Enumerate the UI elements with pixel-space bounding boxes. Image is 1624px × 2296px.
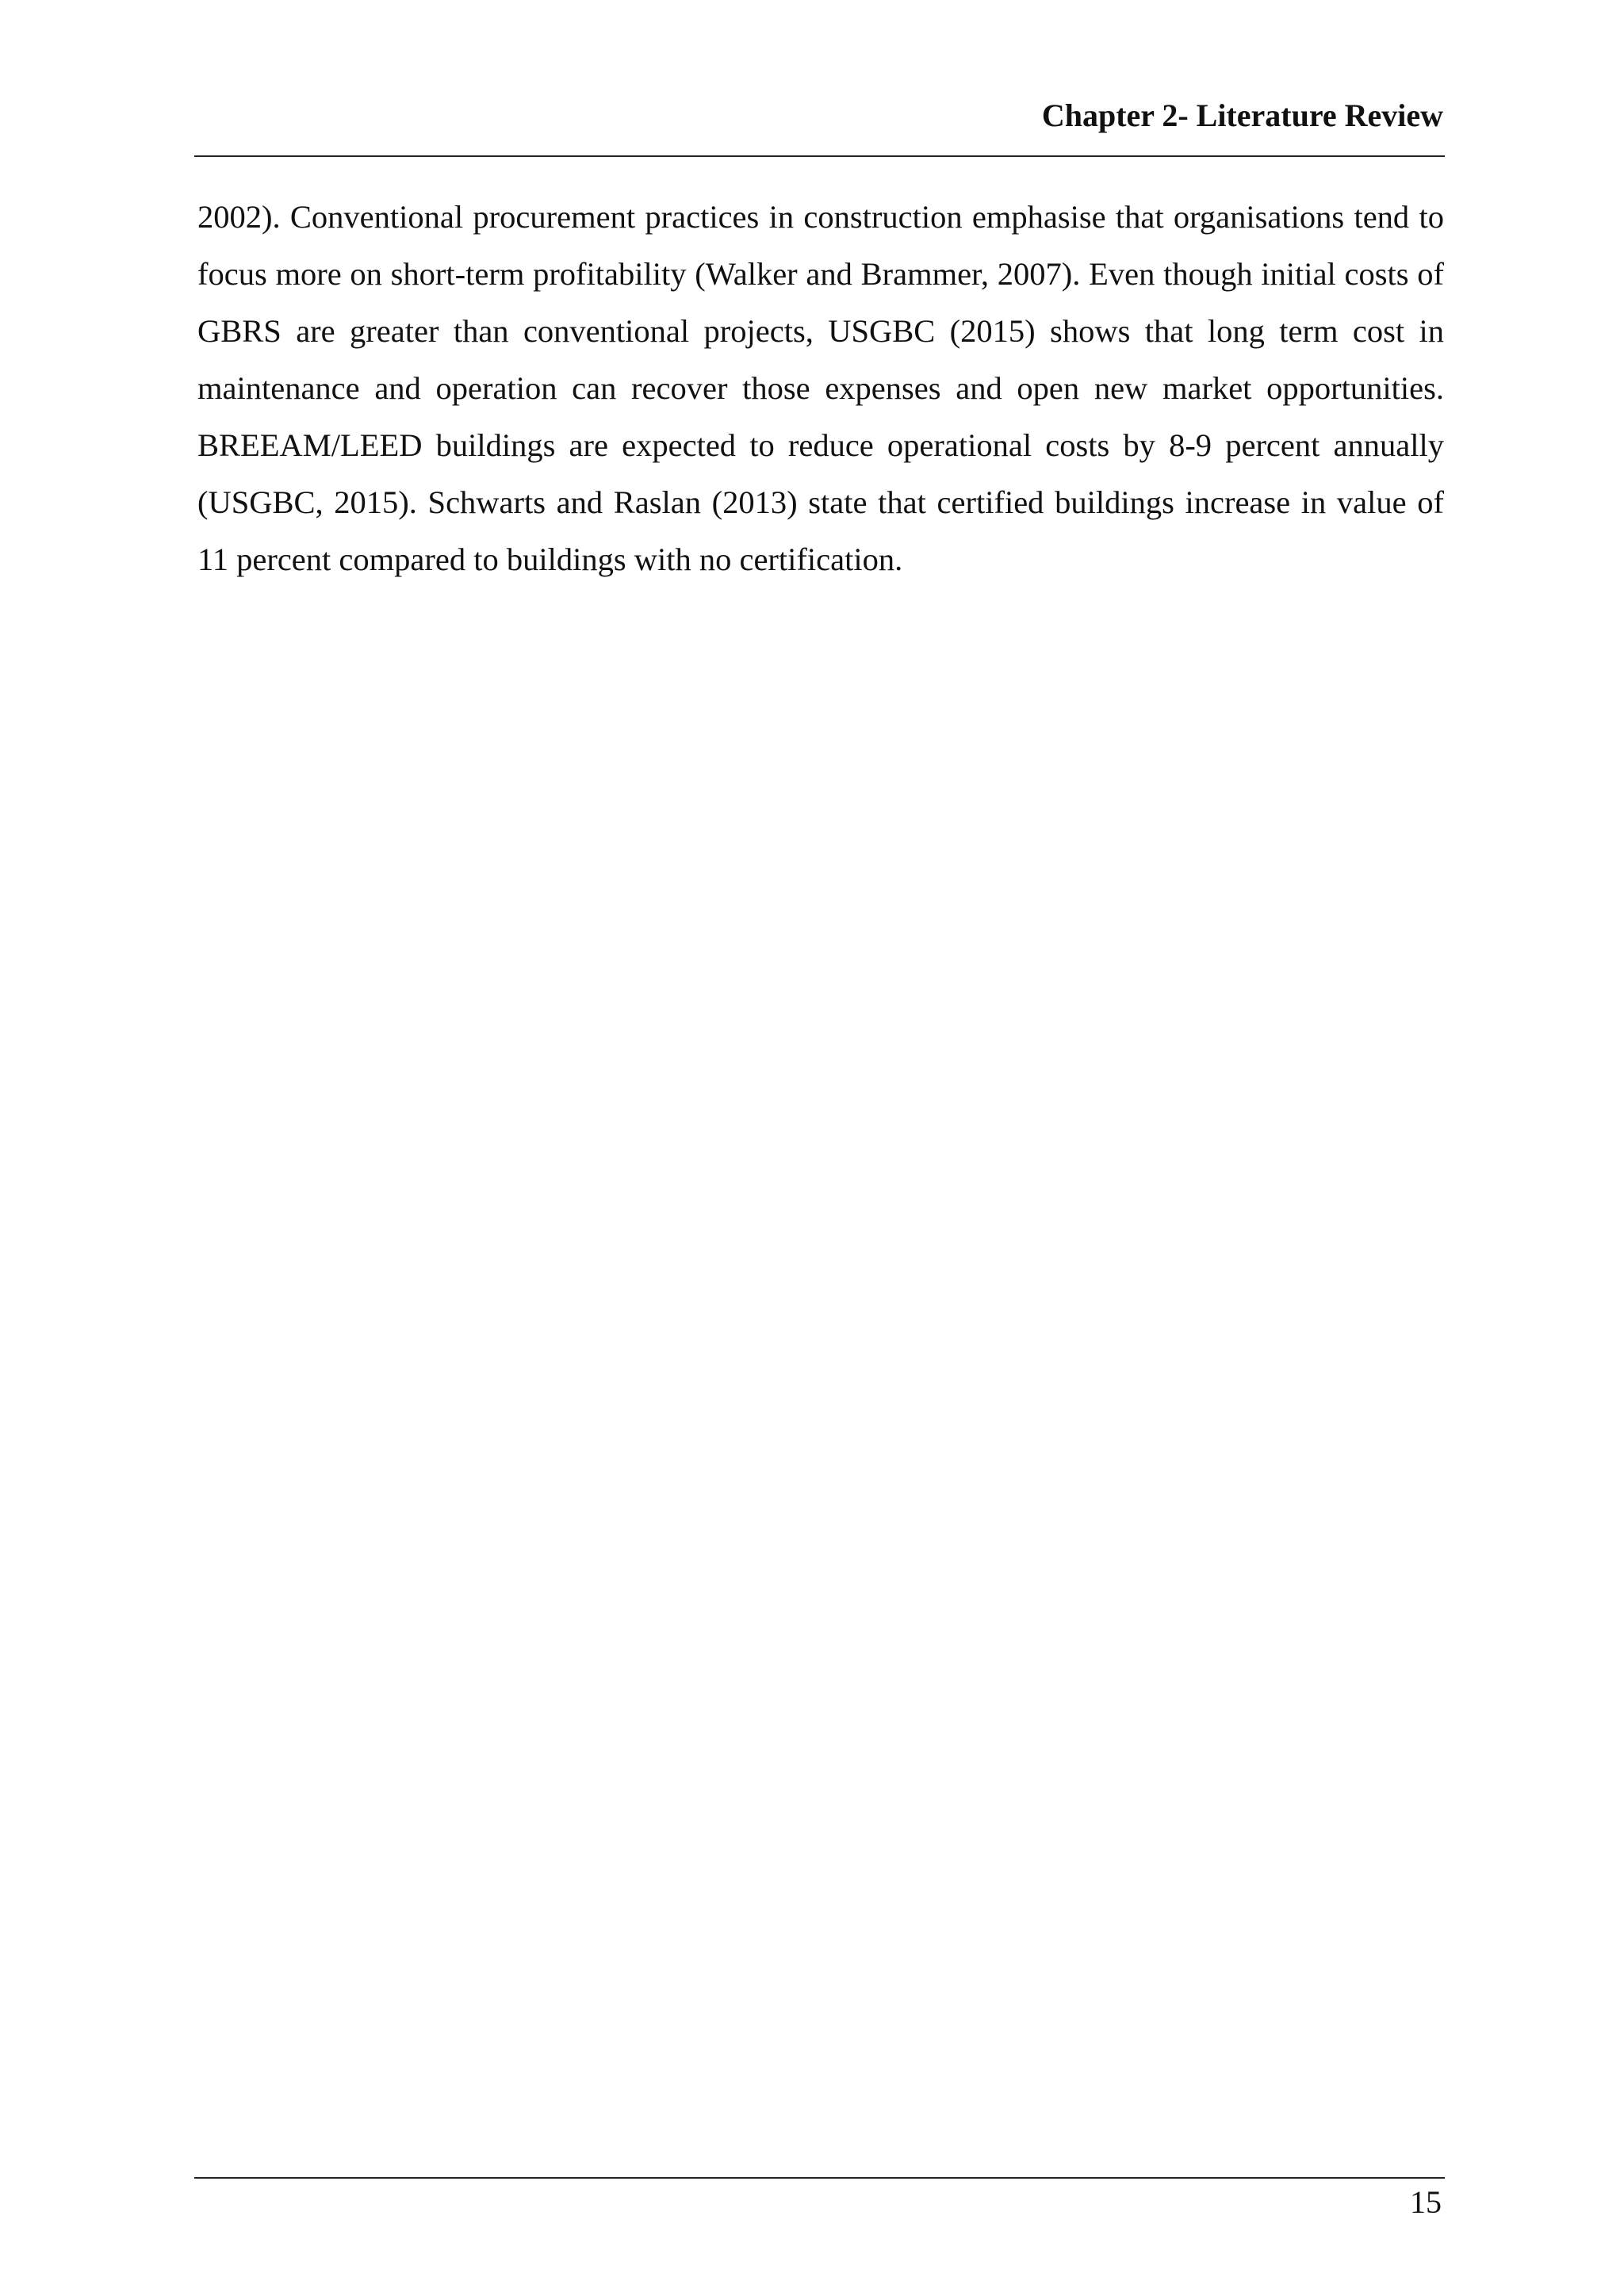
page-number: 15: [1410, 2184, 1442, 2220]
footer-divider: [194, 2177, 1445, 2179]
running-header-title: Chapter 2- Literature Review: [1041, 98, 1443, 133]
header-divider: [194, 155, 1445, 157]
body-paragraph: 2002). Conventional procurement practices in construction emphasise that organisations tend to focus more on short-term profitability (Walker and Brammer, 2007). Even though initial costs of GBRS are greater than conventional projects, USGBC (2015) shows that long term cost in maintenance and operation can recover those expenses and open new market opportunities. BREEAM/LEED buildings are expected to reduce operational costs by 8-9 percent annually (USGBC, 2015). Schwarts and Raslan (2013) state that certified buildings increase in value of 11 percent compared to buildings with no certification.: [197, 199, 1444, 577]
